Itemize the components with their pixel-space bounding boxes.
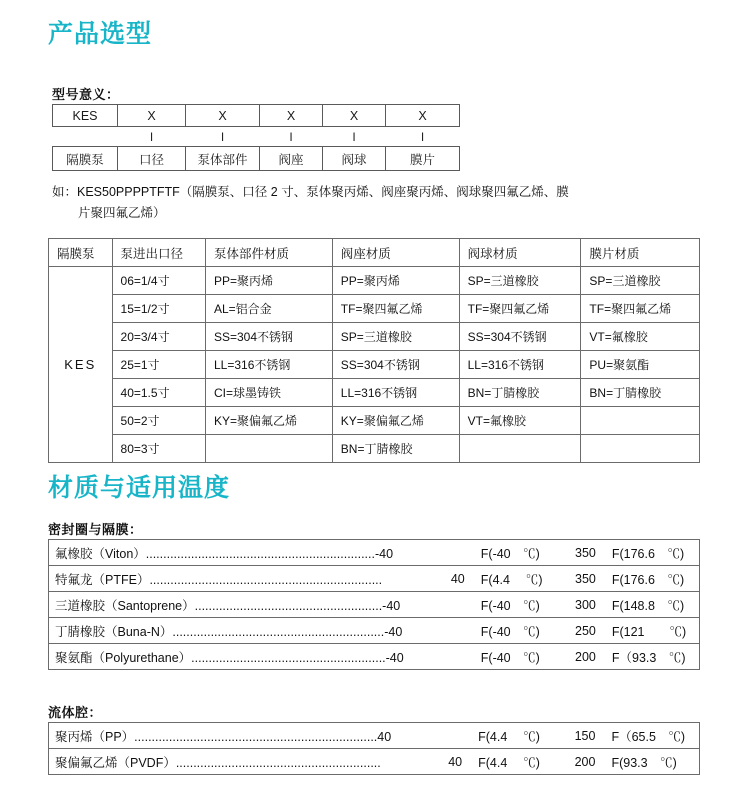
cell-body-material bbox=[205, 435, 332, 463]
note-line-2: 片聚四氟乙烯） bbox=[78, 206, 166, 220]
table-row bbox=[49, 435, 700, 463]
column-header: 膜片材质 bbox=[581, 239, 700, 267]
cell-body-material: CI=球墨铸铁 bbox=[205, 379, 332, 407]
cell-seat-material: SS=304不锈钢 bbox=[332, 351, 459, 379]
label-cell: 隔膜泵 bbox=[53, 147, 118, 171]
table-row bbox=[49, 566, 700, 592]
cell-port-size: 20=3/4寸 bbox=[112, 323, 205, 351]
cell-ball-material: VT=氟橡胶 bbox=[459, 407, 581, 435]
material-name: 丁腈橡胶（Buna-N）.............................................................-40 bbox=[49, 618, 432, 644]
cell-seat-material: PP=聚丙烯 bbox=[332, 267, 459, 295]
min-temp-unit: F(4.4 ℃) bbox=[472, 723, 557, 749]
cell-port-size: 06=1/4寸 bbox=[112, 267, 205, 295]
brand-cell: KES bbox=[49, 267, 113, 463]
cell-seat-material: BN=丁腈橡胶 bbox=[332, 435, 459, 463]
label-cell: 口径 bbox=[118, 147, 186, 171]
material-name: 特氟龙（PTFE）................................................................... bbox=[49, 566, 432, 592]
cell-body-material: LL=316不锈钢 bbox=[205, 351, 332, 379]
column-header: 隔膜泵 bbox=[49, 239, 113, 267]
subtitle-seal-diaphragm: 密封圈与隔膜： bbox=[48, 522, 143, 537]
cell-body-material: PP=聚丙烯 bbox=[205, 267, 332, 295]
min-temp-value bbox=[432, 618, 475, 644]
min-temp-unit: F(-40 ℃) bbox=[475, 644, 559, 670]
table-row bbox=[49, 295, 700, 323]
table-row bbox=[53, 105, 460, 127]
cell-ball-material: SP=三道橡胶 bbox=[459, 267, 581, 295]
table-row bbox=[49, 267, 700, 295]
cell-diaphragm-material: TF=聚四氟乙烯 bbox=[581, 295, 700, 323]
cell-diaphragm-material: PU=聚氨酯 bbox=[581, 351, 700, 379]
subtitle-model-meaning: 型号意义： bbox=[52, 87, 120, 102]
min-temp-value bbox=[432, 540, 475, 566]
cell-body-material: AL=铝合金 bbox=[205, 295, 332, 323]
material-spec-table bbox=[48, 238, 700, 463]
cell-port-size: 25=1寸 bbox=[112, 351, 205, 379]
connector-cell: I bbox=[220, 129, 225, 144]
code-cell: X bbox=[386, 105, 460, 127]
cell-diaphragm-material bbox=[581, 407, 700, 435]
min-temp-value bbox=[432, 644, 475, 670]
cell-ball-material bbox=[459, 435, 581, 463]
max-temp-value: 350 bbox=[559, 540, 606, 566]
model-example-note bbox=[52, 182, 700, 224]
min-temp-unit: F(4.4 ℃) bbox=[475, 566, 559, 592]
fluid-chamber-temperature-table bbox=[48, 722, 700, 775]
table-row bbox=[49, 618, 700, 644]
max-temp-value: 250 bbox=[559, 618, 606, 644]
max-temp-value: 300 bbox=[559, 592, 606, 618]
cell-diaphragm-material: VT=氟橡胶 bbox=[581, 323, 700, 351]
cell-body-material: SS=304不锈钢 bbox=[205, 323, 332, 351]
connector-cell: I bbox=[420, 129, 425, 144]
material-name: 聚氨酯（Polyurethane）........................................................-40 bbox=[49, 644, 432, 670]
column-header: 泵体部件材质 bbox=[205, 239, 332, 267]
connector-cell: I bbox=[149, 129, 154, 144]
table-row bbox=[49, 749, 700, 775]
label-cell: 膜片 bbox=[386, 147, 460, 171]
cell-ball-material: SS=304不锈钢 bbox=[459, 323, 581, 351]
model-code-table bbox=[52, 104, 460, 171]
cell-seat-material: TF=聚四氟乙烯 bbox=[332, 295, 459, 323]
table-row bbox=[49, 379, 700, 407]
max-temp-unit: F(148.8 ℃) bbox=[606, 592, 700, 618]
note-line-1: 如：KES50PPPPTFTF（隔膜泵、口径 2 寸、泵体聚丙烯、阀座聚丙烯、阀球聚四氟乙烯、膜 bbox=[52, 185, 569, 199]
cell-ball-material: LL=316不锈钢 bbox=[459, 351, 581, 379]
code-cell: X bbox=[260, 105, 323, 127]
cell-ball-material: TF=聚四氟乙烯 bbox=[459, 295, 581, 323]
table-row bbox=[49, 540, 700, 566]
label-cell: 阀座 bbox=[260, 147, 323, 171]
max-temp-value: 350 bbox=[559, 566, 606, 592]
connector-cell bbox=[53, 127, 118, 147]
max-temp-unit: F(176.6 ℃) bbox=[606, 540, 700, 566]
min-temp-value: 40 bbox=[428, 749, 472, 775]
cell-seat-material: LL=316不锈钢 bbox=[332, 379, 459, 407]
material-name: 聚丙烯（PP）......................................................................40 bbox=[49, 723, 428, 749]
min-temp-unit: F(-40 ℃) bbox=[475, 540, 559, 566]
table-row bbox=[53, 127, 460, 147]
column-header: 泵进出口径 bbox=[112, 239, 205, 267]
code-cell: KES bbox=[53, 105, 118, 127]
material-name: 三道橡胶（Santoprene）......................................................-40 bbox=[49, 592, 432, 618]
cell-body-material: KY=聚偏氟乙烯 bbox=[205, 407, 332, 435]
subtitle-fluid-chamber: 流体腔： bbox=[48, 705, 103, 720]
label-cell: 泵体部件 bbox=[186, 147, 260, 171]
material-name: 聚偏氟乙烯（PVDF）........................................................... bbox=[49, 749, 428, 775]
max-temp-unit: F（93.3 ℃) bbox=[606, 644, 700, 670]
column-header: 阀座材质 bbox=[332, 239, 459, 267]
connector-cell: I bbox=[352, 129, 356, 144]
page-title-material-temperature: 材质与适用温度 bbox=[48, 474, 231, 502]
connector-cell: I bbox=[289, 129, 293, 144]
code-cell: X bbox=[323, 105, 386, 127]
cell-port-size: 15=1/2寸 bbox=[112, 295, 205, 323]
table-row bbox=[49, 351, 700, 379]
cell-seat-material: KY=聚偏氟乙烯 bbox=[332, 407, 459, 435]
code-cell: X bbox=[186, 105, 260, 127]
cell-diaphragm-material: BN=丁腈橡胶 bbox=[581, 379, 700, 407]
table-row bbox=[49, 407, 700, 435]
min-temp-unit: F(-40 ℃) bbox=[475, 592, 559, 618]
cell-ball-material: BN=丁腈橡胶 bbox=[459, 379, 581, 407]
max-temp-unit: F（65.5 ℃) bbox=[605, 723, 699, 749]
max-temp-value: 150 bbox=[558, 723, 606, 749]
column-header: 阀球材质 bbox=[459, 239, 581, 267]
min-temp-value bbox=[428, 723, 472, 749]
cell-diaphragm-material bbox=[581, 435, 700, 463]
table-row bbox=[49, 644, 700, 670]
material-name: 氟橡胶（Viton）..................................................................-40 bbox=[49, 540, 432, 566]
max-temp-unit: F(93.3 ℃) bbox=[605, 749, 699, 775]
page-title-product-selection: 产品选型 bbox=[48, 20, 153, 48]
cell-port-size: 40=1.5寸 bbox=[112, 379, 205, 407]
cell-seat-material: SP=三道橡胶 bbox=[332, 323, 459, 351]
label-cell: 阀球 bbox=[323, 147, 386, 171]
table-row bbox=[49, 723, 700, 749]
table-row bbox=[53, 147, 460, 171]
table-row bbox=[49, 592, 700, 618]
seal-temperature-table bbox=[48, 539, 700, 670]
min-temp-unit: F(4.4 ℃) bbox=[472, 749, 557, 775]
max-temp-value: 200 bbox=[559, 644, 606, 670]
cell-diaphragm-material: SP=三道橡胶 bbox=[581, 267, 700, 295]
min-temp-unit: F(-40 ℃) bbox=[475, 618, 559, 644]
cell-port-size: 50=2寸 bbox=[112, 407, 205, 435]
table-header-row bbox=[49, 239, 700, 267]
max-temp-unit: F(121 ℃) bbox=[606, 618, 700, 644]
min-temp-value: 40 bbox=[432, 566, 475, 592]
cell-port-size: 80=3寸 bbox=[112, 435, 205, 463]
table-row bbox=[49, 323, 700, 351]
min-temp-value bbox=[432, 592, 475, 618]
max-temp-unit: F(176.6 ℃) bbox=[606, 566, 700, 592]
max-temp-value: 200 bbox=[558, 749, 606, 775]
code-cell: X bbox=[118, 105, 186, 127]
